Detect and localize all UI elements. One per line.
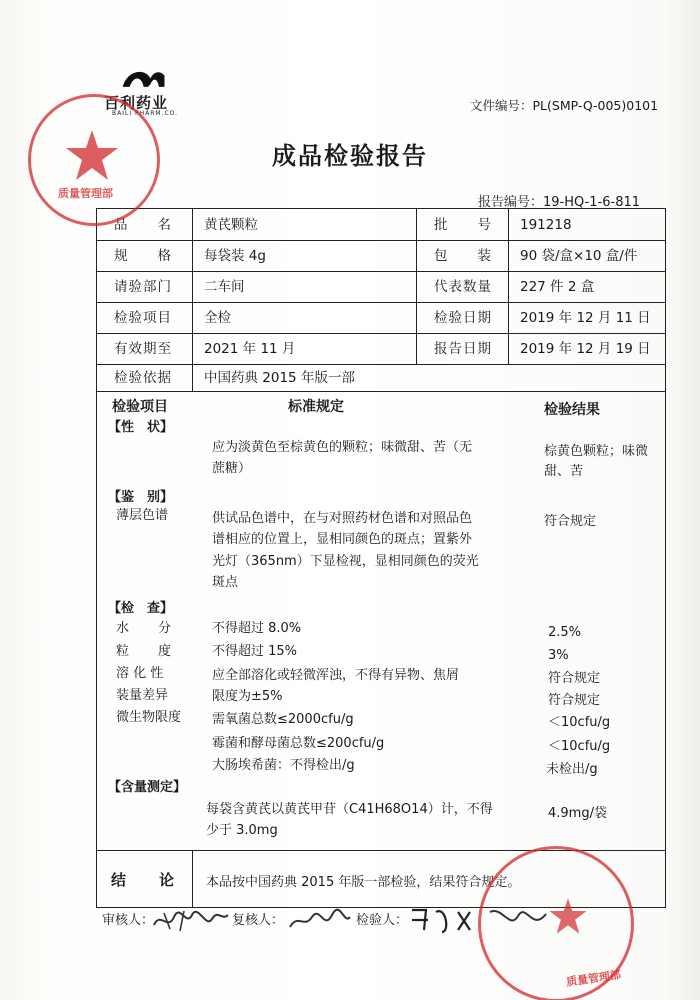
approver-signature-icon [286,905,352,935]
check-result-moisture: 2.5% [548,625,582,640]
section-identification-title: 【鉴 别】 [108,490,174,505]
qty-value: 227 件 2 盒 [520,279,595,295]
check-standard-moisture: 不得超过 8.0% [212,621,302,636]
dept-label: 请验部门 [114,279,172,295]
spec-label: 规 格 [114,248,172,264]
identification-standard-line3: 光灯（365nm）下显检视，显相同颜色的荧光 [212,554,479,569]
grid-line [96,333,666,334]
report-number: 报告编号：19-HQ-1-6-811 [478,195,641,210]
check-result-fill-variation: 符合规定 [548,693,601,708]
grid-line [508,208,509,364]
appearance-standard-line2: 蔗糖） [212,461,252,476]
grid-line [96,364,666,365]
identification-result: 符合规定 [544,514,597,529]
check-result-mold: ＜10cfu/g [548,739,611,754]
conclusion-text: 本品按中国药典 2015 年版一部检验，结果符合规定。 [206,875,521,890]
assay-standard-line2: 少于 3.0mg [206,823,278,838]
seal-text-top-left: 质量管理部 [58,187,113,200]
file-number: 文件编号：PL(SMP-Q-005)0101 [470,98,659,113]
logo-subtext: BAILI PHARM.CO. [112,110,179,117]
expiry-label: 有效期至 [114,341,172,357]
appearance-result-line2: 甜、苦 [544,464,584,479]
inspector-label: 检验人： [356,913,409,928]
grid-line [96,240,666,241]
seal-star-icon [548,896,588,936]
product-label: 品 名 [114,217,172,233]
column-header-standard: 标准规定 [288,399,344,415]
check-result-solubility: 符合规定 [548,671,601,686]
assay-standard-line1: 每袋含黄芪以黄芪甲苷（C41H68O14）计，不得 [206,802,493,817]
grid-line [96,391,666,392]
test-item-label: 检验项目 [114,310,172,326]
section-checks-title: 【检 查】 [108,601,174,616]
test-date-label: 检验日期 [434,310,492,326]
check-item-granularity: 粒 度 [116,644,173,659]
reviewer-signature-icon [150,905,230,935]
section-appearance-title: 【性 状】 [108,420,174,435]
check-item-microbial: 微生物限度 [116,710,182,725]
check-result-granularity: 3% [548,648,569,663]
grid-line [192,208,193,391]
check-result-aerobic: ＜10cfu/g [548,715,611,730]
assay-result: 4.9mg/袋 [548,806,607,821]
check-item-fill-variation: 装量差异 [116,688,169,703]
section-assay-title: 【含量测定】 [108,780,187,795]
report-date-value: 2019 年 12 月 19 日 [520,341,651,357]
identification-standard-line4: 斑点 [212,575,239,590]
test-date-value: 2019 年 12 月 11 日 [520,310,651,326]
product-value: 黄芪颗粒 [204,217,258,233]
check-standard-granularity: 不得超过 15% [212,644,298,659]
pack-value: 90 袋/盒×10 盒/件 [520,248,638,264]
qty-label: 代表数量 [434,279,492,295]
logo-text: 百利药业 [104,94,169,112]
identification-item: 薄层色谱 [116,508,169,523]
expiry-value: 2021 年 11 月 [204,341,296,357]
appearance-result-line1: 棕黄色颗粒；味微 [544,444,649,459]
batch-label: 批 号 [434,217,492,233]
identification-standard-line1: 供试品色谱中，在与对照药材色谱和对照品色 [212,511,473,526]
check-result-ecoli: 未检出/g [546,762,598,777]
check-item-solubility: 溶 化 性 [116,666,164,681]
spec-value: 每袋装 4g [204,248,266,264]
test-item-value: 全检 [204,310,231,326]
approver-label: 复核人： [232,913,285,928]
check-standard-mold: 霉菌和酵母菌总数≤200cfu/g [212,736,385,751]
pack-label: 包 装 [434,248,492,264]
grid-line [96,271,666,272]
grid-line [192,850,193,908]
reviewer-label: 审核人： [102,913,155,928]
conclusion-label: 结 论 [110,871,175,889]
column-header-result: 检验结果 [544,402,600,418]
dept-value: 二车间 [204,279,245,295]
check-standard-aerobic: 需氧菌总数≤2000cfu/g [212,712,354,727]
page-title: 成品检验报告 [272,142,428,170]
check-standard-solubility: 应全部溶化或轻微浑浊，不得有异物、焦屑 [212,668,460,683]
check-standard-ecoli: 大肠埃希菌：不得检出/g [212,758,355,773]
grid-line [96,302,666,303]
batch-value: 191218 [520,217,572,233]
grid-line [416,208,417,364]
report-date-label: 报告日期 [434,341,492,357]
basis-label: 检验依据 [114,370,172,386]
column-header-item: 检验项目 [112,399,168,415]
identification-standard-line2: 谱相应的位置上，显相同颜色的斑点；置紫外 [212,532,473,547]
basis-value: 中国药典 2015 年版一部 [204,370,355,386]
check-item-moisture: 水 分 [116,621,173,636]
seal-text-bottom-right: 质量管理部 [565,968,622,989]
appearance-standard-line1: 应为淡黄色至棕黄色的颗粒；味微甜、苦（无 [212,440,473,455]
check-standard-fill-variation: 限度为±5% [212,689,283,704]
seal-star-icon [64,128,120,182]
